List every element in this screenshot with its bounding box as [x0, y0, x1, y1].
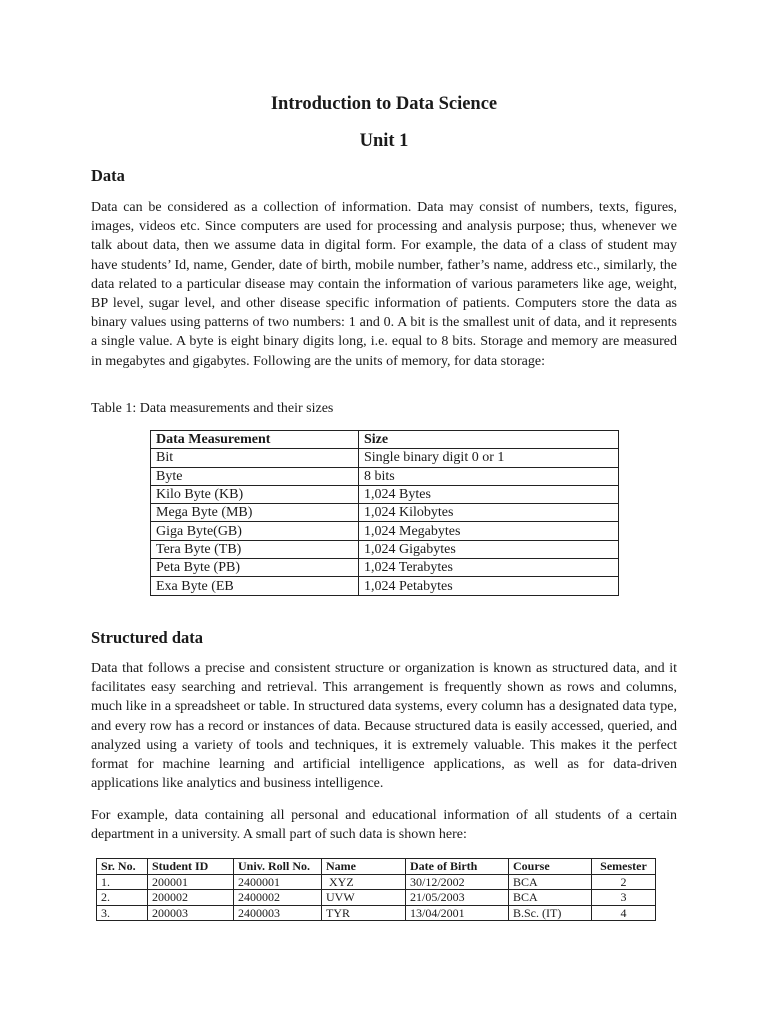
structured-data-heading: Structured data — [91, 628, 203, 647]
semester-cell: 2 — [592, 874, 656, 890]
table-row — [97, 905, 656, 921]
student-id-cell: 200002 — [148, 890, 234, 906]
sr-no-cell: 2. — [97, 890, 148, 906]
semester-cell: 4 — [592, 905, 656, 921]
measurement-cell: Peta Byte (PB) — [151, 559, 359, 577]
size-cell: 1,024 Kilobytes — [359, 504, 619, 522]
unit-title: Unit 1 — [359, 131, 409, 151]
name-cell: UVW — [322, 890, 406, 906]
header-data-measurement: Data Measurement — [151, 431, 359, 449]
measurement-cell: Giga Byte(GB) — [151, 522, 359, 540]
roll-no-cell: 2400003 — [234, 905, 322, 921]
size-cell: Single binary digit 0 or 1 — [359, 449, 619, 467]
measurement-cell: Exa Byte (EB — [151, 577, 359, 595]
measurement-cell: Byte — [151, 467, 359, 485]
measurement-cell: Tera Byte (TB) — [151, 540, 359, 558]
course-cell: BCA — [509, 874, 592, 890]
student-id-cell: 200001 — [148, 874, 234, 890]
name-cell: TYR — [322, 905, 406, 921]
table-header-row — [151, 431, 619, 449]
table-row — [151, 522, 619, 540]
size-cell: 1,024 Gigabytes — [359, 540, 619, 558]
student-data-table — [96, 858, 656, 921]
header-course: Course — [509, 859, 592, 875]
table-row — [151, 485, 619, 503]
dob-cell: 13/04/2001 — [406, 905, 509, 921]
example-paragraph: For example, data containing all personal and educational information of all students of a certain department in a university. A small part of such data is shown here: — [91, 808, 677, 843]
table-header-row — [97, 859, 656, 875]
header-student-id: Student ID — [148, 859, 234, 875]
header-univ-roll-no: Univ. Roll No. — [234, 859, 322, 875]
structured-data-paragraph: Data that follows a precise and consistent structure or organization is known as structured data, and it facilitates easy searching and retrieval. This arrangement is frequently shown as rows and columns, much like in a spreadsheet or table. In structured data systems, every column has a designated data type, and every row has a record or instances of data. Because structured data is easily accessed, queried, and analyzed using a variety of tools and techniques, it is extremely valuable. This makes it the perfect format for machine learning and artificial intelligence applications, as well as for data-driven applications like analytics and business intelligence. — [91, 661, 677, 792]
measurement-cell: Kilo Byte (KB) — [151, 485, 359, 503]
table-row — [151, 559, 619, 577]
name-cell: XYZ — [322, 874, 406, 890]
sr-no-cell: 3. — [97, 905, 148, 921]
measurement-cell: Mega Byte (MB) — [151, 504, 359, 522]
table-row — [151, 504, 619, 522]
student-id-cell: 200003 — [148, 905, 234, 921]
size-cell: 1,024 Megabytes — [359, 522, 619, 540]
size-cell: 1,024 Bytes — [359, 485, 619, 503]
header-date-of-birth: Date of Birth — [406, 859, 509, 875]
header-name: Name — [322, 859, 406, 875]
data-measurement-table — [150, 430, 619, 596]
header-sr-no: Sr. No. — [97, 859, 148, 875]
table-row — [151, 577, 619, 595]
table-row — [97, 890, 656, 906]
table-row — [151, 540, 619, 558]
course-cell: BCA — [509, 890, 592, 906]
roll-no-cell: 2400002 — [234, 890, 322, 906]
size-cell: 8 bits — [359, 467, 619, 485]
measurement-cell: Bit — [151, 449, 359, 467]
dob-cell: 30/12/2002 — [406, 874, 509, 890]
sr-no-cell: 1. — [97, 874, 148, 890]
size-cell: 1,024 Petabytes — [359, 577, 619, 595]
size-cell: 1,024 Terabytes — [359, 559, 619, 577]
data-paragraph: Data can be considered as a collection of information. Data may consist of numbers, texts, figures, images, videos etc. Since computers are used for processing and analysis purpose; thus, whenever we talk about data, then we assume data in digital form. For example, the data of a class of student may have students’ Id, name, Gender, date of birth, mobile number, father’s name, address etc., similarly, the data related to a particular disease may contain the information of various parameters like age, weight, BP level, sugar level, and other disease specific information of patients. Computers store the data as binary values using patterns of two numbers: 1 and 0. A bit is the smallest unit of data, and it represents a single value. A byte is eight binary digits long, i.e. equal to 8 bits. Storage and memory are measured in megabytes and gigabytes. Following are the units of memory, for data storage: — [91, 200, 677, 369]
document-title: Introduction to Data Science — [270, 94, 498, 114]
course-cell: B.Sc. (IT) — [509, 905, 592, 921]
roll-no-cell: 2400001 — [234, 874, 322, 890]
table-row — [151, 449, 619, 467]
data-heading: Data — [91, 166, 125, 185]
dob-cell: 21/05/2003 — [406, 890, 509, 906]
header-semester: Semester — [592, 859, 656, 875]
semester-cell: 3 — [592, 890, 656, 906]
table-row — [97, 874, 656, 890]
table-row — [151, 467, 619, 485]
header-size: Size — [359, 431, 619, 449]
table-caption: Table 1: Data measurements and their sizes — [91, 401, 334, 416]
